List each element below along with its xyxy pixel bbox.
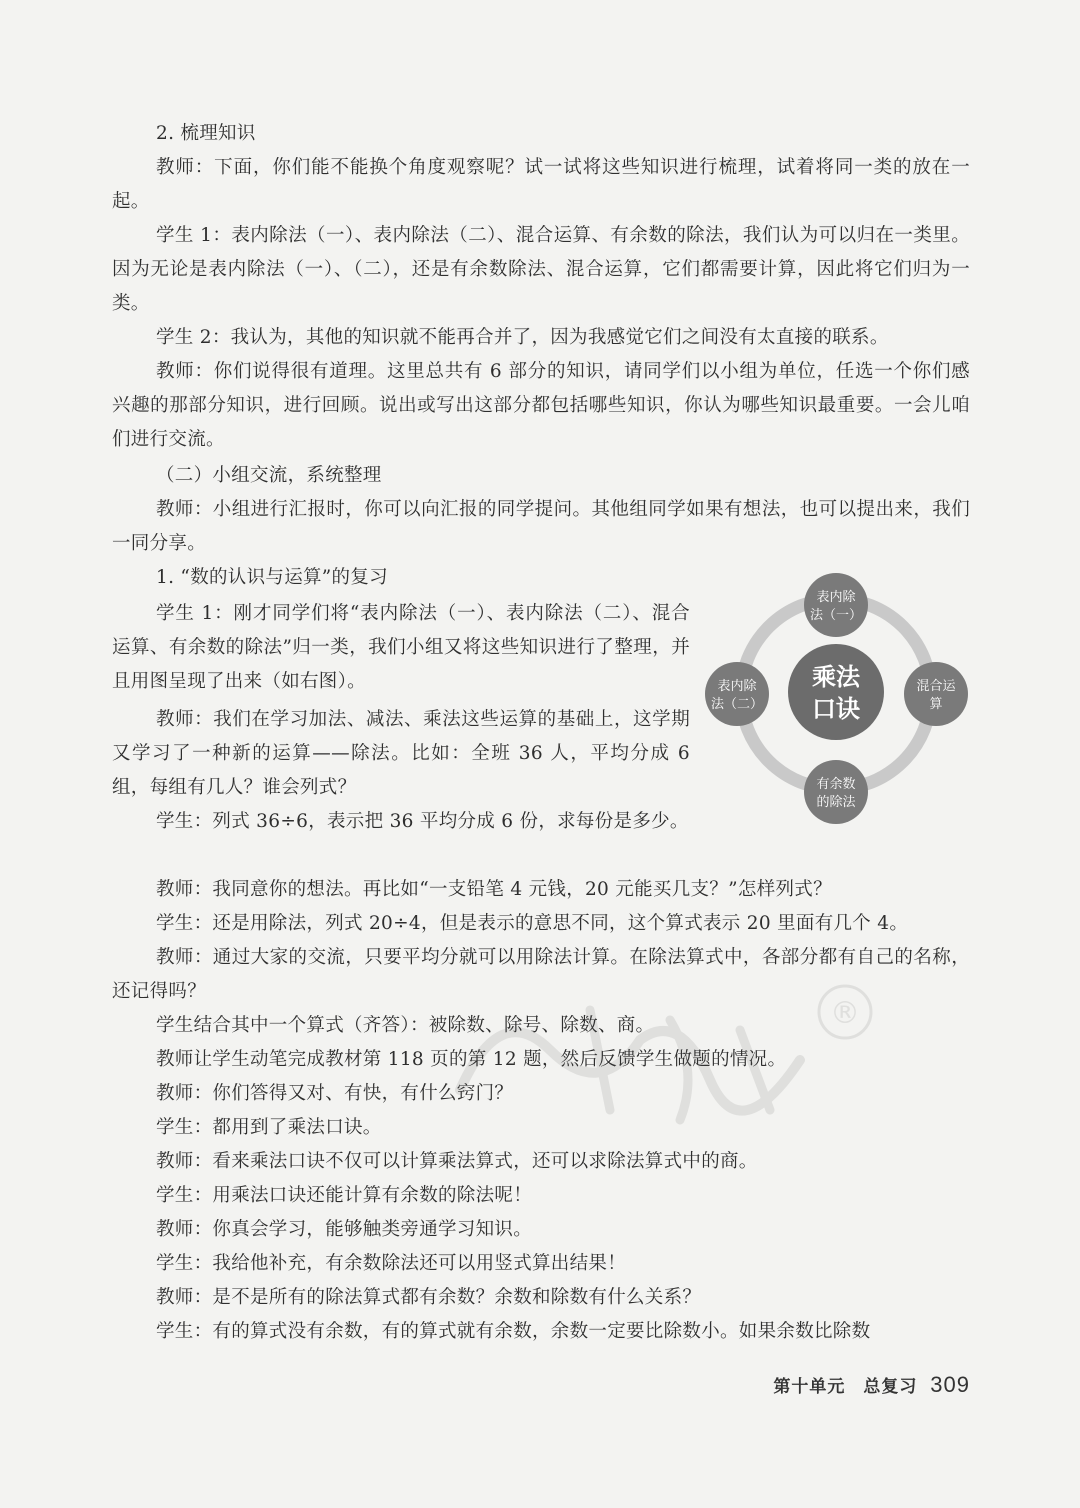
paragraph: 教师：下面，你们能不能换个角度观察呢？试一试将这些知识进行梳理，试着将同一类的放在一起。 <box>112 157 970 212</box>
node-right-line2: 算 <box>929 697 943 712</box>
section-heading-group-exchange: （二）小组交流，系统整理 <box>156 465 382 486</box>
node-left-line1: 表内除 <box>717 679 757 694</box>
unit-title: 第十单元 总复习 <box>773 1377 918 1397</box>
paragraph: 学生：我给他补充，有余数除法还可以用竖式算出结果！ <box>156 1253 627 1274</box>
paragraph: 学生：列式 36÷6，表示把 36 平均分成 6 份，求每份是多少。 <box>156 811 689 832</box>
paragraph: 学生结合其中一个算式（齐答）：被除数、除号、除数、商。 <box>156 1015 655 1036</box>
knowledge-diagram <box>700 570 970 840</box>
paragraph: 教师：小组进行汇报时，你可以向汇报的同学提问。其他组同学如果有想法，也可以提出来，我们一同分享。 <box>112 499 970 554</box>
paragraph: 教师：是不是所有的除法算式都有余数？余数和除数有什么关系？ <box>156 1287 702 1308</box>
page-footer <box>740 1372 970 1398</box>
node-bottom-line2: 的除法 <box>816 795 856 810</box>
paragraph: 教师：我们在学习加法、减法、乘法这些运算的基础上，这学期又学习了一种新的运算——除法。比如：全班 36 人，平均分成 6 组，每组有几人？谁会列式？ <box>112 709 690 798</box>
paragraph: 学生：有的算式没有余数，有的算式就有余数，余数一定要比除数小。如果余数比除数 <box>156 1321 871 1342</box>
paragraph: 学生 1：刚才同学们将“表内除法（一）、表内除法（二）、混合运算、有余数的除法”归一类，我们小组又将这些知识进行了整理，并且用图呈现了出来（如右图）。 <box>112 603 690 692</box>
diagram-node-left <box>705 662 769 726</box>
publisher-watermark <box>440 980 880 1130</box>
diagram-node-bottom <box>804 760 868 824</box>
paragraph: 学生 2：我认为，其他的知识就不能再合并了，因为我感觉它们之间没有太直接的联系。 <box>156 327 889 348</box>
page-number: 309 <box>930 1372 970 1397</box>
node-left-line2: 法（二） <box>710 697 764 712</box>
node-top-line1: 表内除 <box>816 590 856 605</box>
paragraph: 教师：看来乘法口诀不仅可以计算乘法算式，还可以求除法算式中的商。 <box>156 1151 758 1172</box>
paragraph: 学生：用乘法口诀还能计算有余数的除法呢！ <box>156 1185 533 1206</box>
paragraph: 教师：我同意你的想法。再比如“一支铅笔 4 元钱，20 元能买几支？”怎样列式？ <box>156 879 832 900</box>
paragraph: 教师：你们说得很有道理。这里总共有 6 部分的知识，请同学们以小组为单位，任选一个你们感兴趣的那部分知识，进行回顾。说出或写出这部分都包括哪些知识，你认为哪些知识最重要。一会儿咱们进行交流。 <box>112 361 970 450</box>
paragraph: 教师：通过大家的交流，只要平均分就可以用除法计算。在除法算式中，各部分都有自己的名称，还记得吗？ <box>112 947 970 1002</box>
paragraph: 教师让学生动笔完成教材第 118 页的第 12 题，然后反馈学生做题的情况。 <box>156 1049 787 1070</box>
paragraph: 学生：都用到了乘法口诀。 <box>156 1117 382 1138</box>
paragraph: 学生：还是用除法，列式 20÷4，但是表示的意思不同，这个算式表示 20 里面有几个 4。 <box>156 913 909 934</box>
node-top-line2: 法（一） <box>809 608 863 623</box>
paragraph: 学生 1：表内除法（一）、表内除法（二）、混合运算、有余数的除法，我们认为可以归在一类里。因为无论是表内除法（一）、（二），还是有余数除法、混合运算，它们都需要计算，因此将它们归为一类。 <box>112 225 970 314</box>
diagram-center-node <box>788 644 884 740</box>
diagram-node-top <box>804 573 868 637</box>
node-right-line1: 混合运 <box>916 679 956 694</box>
paragraph: 教师：你真会学习，能够触类旁通学习知识。 <box>156 1219 533 1240</box>
diagram-node-right <box>904 662 968 726</box>
section-heading-numbers-review: 1. “数的认识与运算”的复习 <box>156 567 388 588</box>
center-label-line1: 乘法 <box>812 663 860 691</box>
paragraph: 教师：你们答得又对、有快，有什么窍门？ <box>156 1083 514 1104</box>
node-bottom-line1: 有余数 <box>816 777 856 792</box>
registered-mark: ® <box>830 996 860 1031</box>
section-heading-sort-knowledge: 2. 梳理知识 <box>156 123 256 144</box>
center-label-line2: 口诀 <box>812 695 860 723</box>
